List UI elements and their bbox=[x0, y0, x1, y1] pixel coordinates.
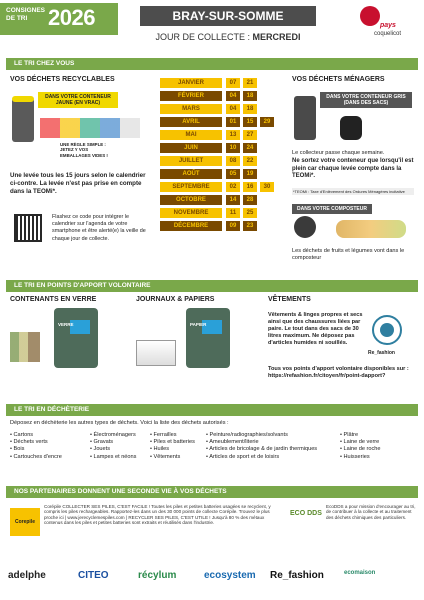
decheterie-item bbox=[90, 454, 136, 461]
calendar-month: JUIN bbox=[160, 143, 222, 153]
teomi-note: *TEOMi : Taxe d'Enlèvement des Ordures Ménagères incitative bbox=[292, 188, 414, 195]
verre-title: CONTENANTS EN VERRE bbox=[10, 296, 97, 303]
verre-bin-label: VERRE bbox=[58, 322, 74, 327]
calendar-month: JUILLET bbox=[160, 156, 222, 166]
bullet-icon: • bbox=[10, 453, 14, 460]
calendar-day: 09 bbox=[226, 221, 240, 231]
corepile-logo: Corepile bbox=[10, 508, 40, 536]
calendar-day: 11 bbox=[226, 208, 240, 218]
collector-text-1: Le collecteur passe chaque semaine. bbox=[292, 150, 385, 156]
papier-bin-label: PAPIER bbox=[190, 322, 207, 327]
calendar-month: NOVEMBRE bbox=[160, 208, 222, 218]
decheterie-column bbox=[206, 432, 317, 461]
calendar-month: SEPTEMBRE bbox=[160, 182, 222, 192]
refashion-label: Re_fashion bbox=[368, 350, 395, 356]
tshirt-icon bbox=[380, 323, 394, 337]
section-partners: NOS PARTENAIRES DONNENT UNE SECONDE VIE À VOS DÉCHETS bbox=[6, 486, 418, 498]
logo-text: pays bbox=[380, 22, 396, 29]
decheterie-item-label: Huiles bbox=[153, 446, 170, 453]
calendar-day: 02 bbox=[226, 182, 240, 192]
decheterie-item-label: Ameublement/literie bbox=[209, 439, 259, 446]
calendar-day: 10 bbox=[226, 143, 240, 153]
calendar-day: 13 bbox=[226, 130, 240, 140]
calendar-day: 15 bbox=[243, 117, 257, 127]
bullet-icon: • bbox=[90, 453, 94, 460]
section-apport: LE TRI EN POINTS D'APPORT VOLONTAIRE bbox=[6, 280, 418, 292]
partner-logo: récylum bbox=[138, 570, 177, 581]
glass-bottles-icon bbox=[10, 332, 40, 362]
decheterie-item-label: Huisseries bbox=[343, 453, 370, 460]
decheterie-item-label: Piles et batteries bbox=[153, 439, 195, 446]
calendar-day: 01 bbox=[226, 117, 240, 127]
decheterie-item-label: Articles de bricolage & de jardin thermiques bbox=[209, 446, 318, 453]
banner-year: 2026 bbox=[48, 5, 95, 30]
partner-logo: ecomaison bbox=[344, 570, 376, 576]
decheterie-item-label: Déchets verts bbox=[13, 439, 48, 446]
compost-text: Les déchets de fruits et légumes vont dans le composteur bbox=[292, 248, 405, 261]
calendar-day: 14 bbox=[226, 195, 240, 205]
bullet-icon: • bbox=[206, 439, 210, 446]
bullet-icon: • bbox=[90, 439, 94, 446]
menagers-title: VOS DÉCHETS MÉNAGERS bbox=[292, 76, 385, 83]
calendar-day: 08 bbox=[226, 156, 240, 166]
decheterie-item bbox=[150, 454, 195, 461]
bullet-icon: • bbox=[340, 439, 344, 446]
levee-text: Une levée tous les 15 jours selon le calendrier ci-contre. La levée n'est pas prise en compte dans la TEOMi*. bbox=[10, 172, 146, 195]
logo-subtext: coquelicot bbox=[374, 31, 402, 37]
calendar-month: FÉVRIER bbox=[160, 91, 222, 101]
logo-icon bbox=[360, 6, 380, 26]
ecodds-text: EcoDDS a pour mission d'encourager au tri, de contribuer à la collecte et au traitement des déchets chimiques des particuliers. bbox=[326, 504, 416, 520]
vetements-text: Vêtements & linges propres et secs ainsi que des chaussures liées par paire. Le tout dans des sacs de 30 litres maximum. Ne déposez pas d'articles humides ni souillés. bbox=[268, 312, 363, 346]
partner-logo: Re_fashion bbox=[270, 570, 324, 581]
decheterie-item bbox=[206, 432, 317, 439]
decheterie-item bbox=[340, 439, 381, 446]
decheterie-item bbox=[150, 439, 195, 446]
simple-rule: UNE RÈGLE SIMPLE : JETEZ Y VOS EMBALLAGES VIDES ! bbox=[60, 142, 108, 158]
decheterie-item-label: Plâtre bbox=[343, 432, 359, 438]
papier-container-icon bbox=[186, 308, 230, 368]
calendar-day: 16 bbox=[243, 182, 257, 192]
bullet-icon: • bbox=[340, 453, 344, 460]
decheterie-column bbox=[10, 432, 62, 461]
calendar-day: 04 bbox=[226, 91, 240, 101]
bullet-icon: • bbox=[10, 439, 14, 446]
calendar-day: 21 bbox=[243, 78, 257, 88]
calendar-month: AOÛT bbox=[160, 169, 222, 179]
corepile-text: Corépile COLLECTER SES PILES, C'EST FACILE ! Toutes les piles et petites batteries usagées se recyclent, y compris les piles rechargeables. Rapportez-les dans un des 30 000 points de collecte Corépile. Trouvez le plus proche ici | www.jerecyclemespiles.com | RECYCLER SES PILES, C'EST UTILE ! Jusqu'à 80 % des métaux contenus dans les piles et petites batteries sont extraits et réutilisés dans l'industrie. bbox=[44, 504, 271, 526]
bullet-icon: • bbox=[150, 446, 154, 453]
calendar-day: 05 bbox=[226, 169, 240, 179]
collection-day bbox=[140, 32, 316, 42]
calendar-day: 04 bbox=[226, 104, 240, 114]
partner-logo: ecosystem bbox=[204, 570, 256, 581]
decheterie-item-label: Bois bbox=[13, 446, 25, 453]
bullet-icon: • bbox=[150, 432, 154, 438]
refashion-pin-icon bbox=[372, 315, 402, 345]
calendar-day: 29 bbox=[260, 117, 274, 127]
bullet-icon: • bbox=[340, 446, 344, 453]
newspaper-icon bbox=[136, 340, 176, 366]
calendar-day: 24 bbox=[243, 143, 257, 153]
bullet-icon: • bbox=[206, 446, 210, 453]
decheterie-item-label: Ferrailles bbox=[153, 432, 177, 438]
recycle-title: VOS DÉCHETS RECYCLABLES bbox=[10, 76, 115, 83]
bullet-icon: • bbox=[10, 432, 14, 438]
bullet-icon: • bbox=[150, 439, 154, 446]
decheterie-item bbox=[150, 446, 195, 453]
vetements-link[interactable]: Tous vos points d'apport volontaire disponibles sur : https://refashion.fr/citoyen/fr/point-dapport? bbox=[268, 366, 409, 379]
composter-icon bbox=[294, 216, 316, 238]
calendar-month: JANVIER bbox=[160, 78, 222, 88]
decheterie-item-label: Électroménagers bbox=[93, 432, 136, 438]
ecodds-logo: ECO DDS bbox=[290, 510, 322, 517]
bullet-icon: • bbox=[90, 446, 94, 453]
compost-label: DANS VOTRE COMPOSTEUR bbox=[292, 204, 372, 214]
partner-logo: CITEO bbox=[78, 570, 109, 581]
trash-bag-icon bbox=[340, 116, 362, 140]
partner-logo: adelphe bbox=[8, 570, 46, 581]
header-banner bbox=[0, 3, 118, 35]
calendar-month: OCTOBRE bbox=[160, 195, 222, 205]
yellow-bin-label: DANS VOTRE CONTENEUR JAUNE (EN VRAC) bbox=[38, 92, 118, 108]
decheterie-item-label: Gravats bbox=[93, 439, 114, 446]
calendar-month: MARS bbox=[160, 104, 222, 114]
grey-bin-label: DANS VOTRE CONTENEUR GRIS (DANS DES SACS) bbox=[320, 92, 412, 108]
decheterie-item bbox=[90, 446, 136, 453]
vetements-title: VÊTEMENTS bbox=[268, 296, 311, 303]
collection-day-value: MERCREDI bbox=[252, 32, 301, 42]
collector-text-2: Ne sortez votre conteneur que lorsqu'il est plein car chaque levée compte dans la TEOMi*. bbox=[292, 158, 414, 180]
decheterie-item-label: Peinture/radiographies/solvants bbox=[209, 432, 288, 438]
bullet-icon: • bbox=[10, 446, 14, 453]
calendar-month: AVRIL bbox=[160, 117, 222, 127]
packaging-icon bbox=[40, 118, 140, 138]
decheterie-item bbox=[90, 439, 136, 446]
bullet-icon: • bbox=[150, 453, 154, 460]
qr-text: Flashez ce code pour intégrer le calendrier sur l'agenda de votre smartphone et être alerté(e) la veille de chaque jour de collecte. bbox=[52, 214, 146, 242]
decheterie-item bbox=[340, 454, 381, 461]
decheterie-item bbox=[340, 432, 381, 439]
calendar-day: 18 bbox=[243, 91, 257, 101]
decheterie-item bbox=[150, 432, 195, 439]
yellow-bin-icon bbox=[12, 98, 34, 142]
verre-container-icon bbox=[54, 308, 98, 368]
decheterie-intro: Déposez en déchèterie les autres types de déchets. Voici la liste des déchets autorisés : bbox=[10, 420, 229, 426]
bullet-icon: • bbox=[340, 432, 344, 438]
yellow-lid-icon bbox=[12, 96, 34, 102]
decheterie-item bbox=[206, 446, 317, 453]
decheterie-item-label: Jouets bbox=[93, 446, 110, 453]
bullet-icon: • bbox=[90, 432, 94, 438]
calendar-day: 22 bbox=[243, 156, 257, 166]
decheterie-item-label: Vêtements bbox=[153, 453, 181, 460]
decheterie-item-label: Cartons bbox=[13, 432, 34, 438]
decheterie-item-label: Articles de sport et de loisirs bbox=[209, 453, 280, 460]
city-title: BRAY-SUR-SOMME bbox=[140, 6, 316, 26]
calendar-day: 18 bbox=[243, 104, 257, 114]
decheterie-item bbox=[10, 454, 62, 461]
decheterie-item-label: Laine de verre bbox=[343, 439, 380, 446]
decheterie-item bbox=[206, 439, 317, 446]
decheterie-column bbox=[340, 432, 381, 461]
decheterie-item bbox=[10, 446, 62, 453]
papiers-title: JOURNAUX & PAPIERS bbox=[136, 296, 215, 303]
decheterie-item bbox=[340, 446, 381, 453]
decheterie-column bbox=[90, 432, 136, 461]
calendar-day: 30 bbox=[260, 182, 274, 192]
banner-subtitle: CONSIGNES DE TRI bbox=[6, 7, 46, 22]
calendar-month: MAI bbox=[160, 130, 222, 140]
collection-day-prefix: JOUR DE COLLECTE : bbox=[155, 32, 253, 42]
calendar-day: 23 bbox=[243, 221, 257, 231]
calendar-day: 07 bbox=[226, 78, 240, 88]
section-home: LE TRI CHEZ VOUS bbox=[6, 58, 418, 70]
grey-bin-icon bbox=[294, 96, 316, 140]
decheterie-item bbox=[10, 439, 62, 446]
calendar-month: DÉCEMBRE bbox=[160, 221, 222, 231]
fruit-vegetables-icon bbox=[336, 220, 406, 238]
calendar-day: 25 bbox=[243, 208, 257, 218]
qr-code-icon[interactable] bbox=[14, 214, 42, 242]
decheterie-item-label: Lampes et néons bbox=[93, 453, 137, 460]
calendar-day: 19 bbox=[243, 169, 257, 179]
section-decheterie: LE TRI EN DÉCHÈTERIE bbox=[6, 404, 418, 416]
calendar-day: 28 bbox=[243, 195, 257, 205]
bullet-icon: • bbox=[206, 432, 210, 438]
calendar-day: 27 bbox=[243, 130, 257, 140]
decheterie-item-label: Cartouches d'encre bbox=[13, 453, 62, 460]
decheterie-item-label: Laine de roche bbox=[343, 446, 381, 453]
decheterie-item bbox=[10, 432, 62, 439]
bullet-icon: • bbox=[206, 453, 210, 460]
decheterie-item bbox=[90, 432, 136, 439]
decheterie-column bbox=[150, 432, 195, 461]
pays-logo bbox=[352, 4, 422, 44]
decheterie-item bbox=[206, 454, 317, 461]
